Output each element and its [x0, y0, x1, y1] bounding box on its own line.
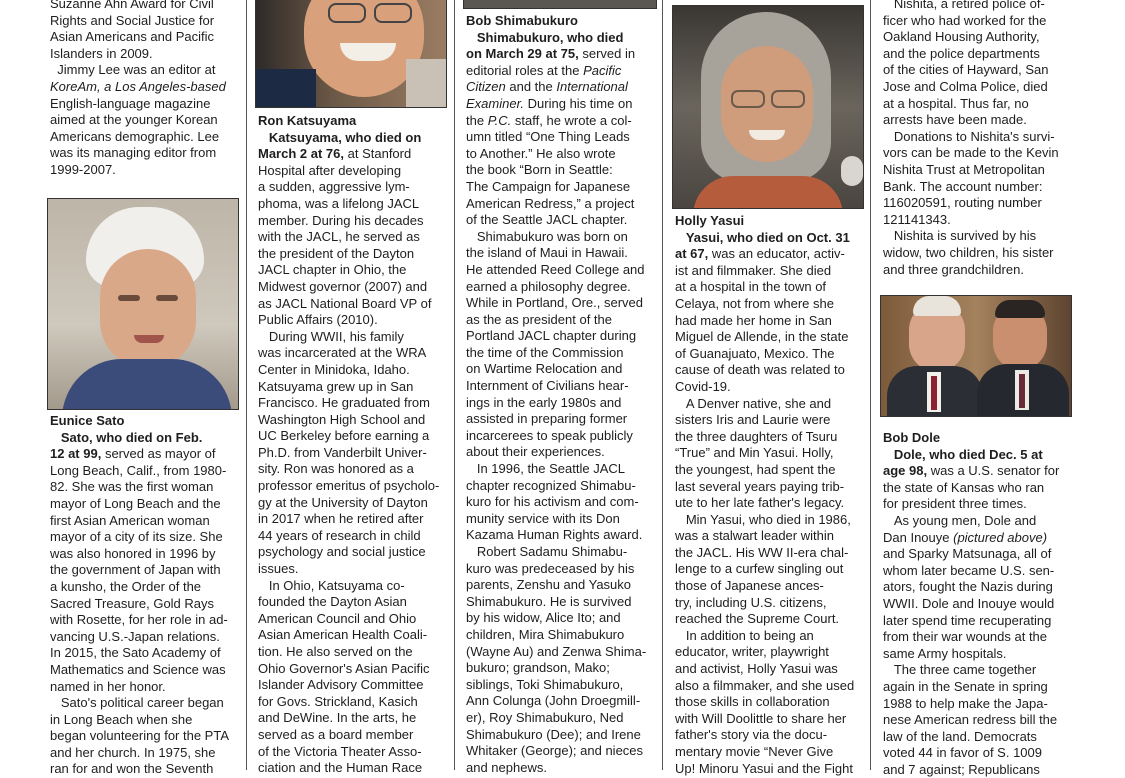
text-line: Center in Minidoka, Idaho.: [258, 361, 410, 377]
text-line: incarcerees to speak publicly: [466, 427, 633, 443]
text-line: Nishita is survived by his: [893, 228, 1037, 244]
column-5: [883, 0, 1075, 278]
caption-bob-shimabukuro: Bob Shimabukuro: [466, 13, 578, 28]
text-line: In Ohio, Katsuyama co-: [268, 577, 405, 593]
text-line: last several years paying trib-: [675, 478, 845, 494]
text-line: a sudden, aggressive lym-: [258, 179, 410, 195]
text-line: KoreAm, a Los Angeles-based: [50, 78, 226, 94]
text-line: mentary movie “Never Give: [675, 744, 834, 759]
text-line: and activist, Holly Yasui was: [675, 661, 838, 677]
text-line: English-language magazine: [50, 95, 211, 111]
text-line: was its managing editor from: [50, 145, 217, 161]
text-line: Ph.D. from Vanderbilt Univer-: [258, 444, 427, 460]
text-line: served in: [582, 46, 636, 62]
text-line: at Stanford: [347, 146, 412, 162]
text-line: and nephews.: [466, 759, 547, 775]
text-line: ute to her late father's legacy.: [675, 495, 845, 511]
text-line: a kunsho, the Order of the: [50, 578, 202, 594]
text-line: Public Affairs (2010).: [258, 312, 378, 328]
photo-bob-shimabukuro: [463, 0, 657, 9]
column-5-lower: Bob Dole Dole, who died Dec. 5 at age 98, was a U.S. senator for the state of Kansas who ran for president three times. As young men, Dole and Dan Inouye (pictured above) and Sparky Matsunaga, all of whom later became U.S. sen- ators, fought the Nazis during WWII. Dole and Inouye would later spend time recuperating from their war wounds at the same Army hospitals. The three came together again in the Senate in spring 1988 to help make the Japa- nese American redress bill the law of the land. Democrats voted 44 in favor of S. 1009 and 7 against; Republicans: [883, 430, 1075, 778]
column-1-lower: Eunice Sato Sato, who died on Feb. 12 at 99, served as mayor of Long Beach, Calif., from 1980- 82. She was the first woman mayor of Long Beach and the first Asian American woman mayor of a city of its size. She was also honored in 1996 by the government of Japan with a kunsho, the Order of the Sacred Treasure, Gold Rays with Rosette, for her role in ad- vancing U.S.-Japan relations. In 2015, the Sato Academy of Mathematics and Science was named in her honor. Sato's political career began in Long Beach when she began volunteering for the PTA and her church. In 1975, she ran for and won the Seventh: [50, 413, 240, 778]
text-line: American Redress,” a project: [466, 195, 635, 211]
text-line: In 2015, the Sato Academy of: [50, 645, 221, 661]
text-line: Up! Minoru Yasui and the Fight: [675, 760, 854, 776]
text-line: Ohio Governor's Asian Pacific: [258, 660, 430, 676]
text-line: try, including U.S. citizens,: [675, 594, 827, 610]
text-line: served as a board member: [258, 726, 414, 742]
text-line: Islander Advisory Committee: [258, 677, 424, 693]
photo-holly-yasui: [672, 5, 864, 209]
column-1: [50, 0, 240, 179]
text-line: sity. Ron was honored as a: [258, 461, 414, 477]
text-line: earned a philosophy degree.: [466, 278, 631, 294]
text-line: 116020591, routing number: [883, 195, 1042, 211]
text-line: member. During his decades: [258, 212, 424, 228]
text-line: Shimabukuro was born on: [476, 228, 628, 244]
text-line: on Wartime Relocation and: [466, 361, 623, 377]
text-line: munity service with its Don: [466, 510, 620, 526]
text-line: The Campaign for Japanese: [466, 178, 631, 194]
text-line: Mathematics and Science was: [50, 661, 226, 677]
caption-holly-yasui: Holly Yasui: [675, 213, 745, 228]
text-line: ings in the early 1980s and: [466, 394, 622, 410]
text-line: Covid-19.: [675, 378, 731, 394]
text-line: about their experiences.: [466, 444, 605, 460]
text-line: the state of Kansas who ran: [883, 479, 1045, 495]
text-line: reached the Supreme Court.: [675, 611, 840, 627]
text-line: ciation and the Human Race: [258, 760, 423, 776]
text-line: the government of Japan with: [50, 562, 221, 578]
text-line: named in her honor.: [50, 678, 166, 694]
text-line: tion. He also served on the: [258, 644, 413, 659]
text-line: whom later became U.S. sen-: [883, 562, 1055, 578]
text-line: Hospital after developing: [258, 162, 402, 178]
text-line: vors can be made to the Kevin: [883, 145, 1059, 161]
text-line: Ann Colunga (John Droegmill-: [466, 693, 641, 709]
text-line: those skills in collaboration: [675, 694, 830, 710]
text-line: Sato's political career began: [60, 695, 224, 711]
column-rule: [870, 0, 871, 770]
text-line: While in Portland, Ore., served: [466, 295, 644, 311]
text-line: Robert Sadamu Shimabu-: [476, 544, 628, 559]
text-line: ators, fought the Nazis during: [883, 579, 1053, 595]
text-line: WWII. Dole and Inouye would: [883, 595, 1055, 611]
text-line: for Govs. Strickland, Kasich: [258, 693, 418, 709]
text-line: had made her home in San: [675, 312, 832, 328]
text-line: American Council and Ohio: [258, 610, 417, 626]
text-line: Citizen and the International: [466, 79, 628, 95]
text-line: Islanders in 2009.: [50, 45, 153, 61]
text-line: Rights and Social Justice for: [50, 12, 215, 28]
text-line: was also honored in 1996 by: [50, 545, 216, 561]
text-line: (Wayne Au) and Zenwa Shima-: [466, 643, 647, 659]
text-line: mayor of a city of its size. She: [50, 529, 223, 545]
text-line: Celaya, not from where she: [675, 295, 834, 311]
text-line: umn titled “One Thing Leads: [466, 129, 630, 145]
text-line: was a U.S. senator for: [930, 463, 1060, 479]
text-line: parents, Zenshu and Yasuko: [466, 577, 632, 593]
text-line: to Another.” He also wrote: [466, 145, 616, 161]
text-line: same Army hospitals.: [883, 645, 1007, 661]
text-line: Francisco. He graduated from: [258, 395, 430, 411]
text-line: with Rosette, for her role in ad-: [50, 612, 228, 628]
column-3: Bob Shimabukuro Shimabukuro, who died on March 29 at 75, served in editorial roles at the Pacific Citizen and the International Examiner. During his time on the P.C. staff, he wrote a col- umn titled “One Thing Leads to Another.” He also wrote the book “Born in Seattle: The Campaign for Japanese American Redress,” a project of the Seattle JACL chapter. Shimabukuro was born on the island of Maui in Hawaii. He attended Reed College and earned a philosophy degree. While in Portland, Ore., served as the as president of the Portland JACL chapter during the time of the Commission on Wartime Relocation and Internment of Civilians hear- ings in the early 1980s and assisted in preparing former incarcerees to speak publicly about their experiences. In 1996, the Seattle JACL chapter recognized Shimabu- kuro for his activism and com- munity service with its Don Kazama Human Rights award. Robert Sadamu Shimabu- kuro was predeceased by his parents, Zenshu and Yasuko Shimabukuro. He is survived by his widow, Alice Ito; and children, Mira Shimabukuro (Wayne Au) and Zenwa Shima- bukuro; grandson, Mako; siblings, Toki Shimabukuro, Ann Colunga (John Droegmill- er), Roy Shimabukuro, Ned Shimabukuro (Dee); and Irene Whitaker (George); and nieces and nephews.: [466, 13, 658, 776]
text-line: the president of the Dayton: [258, 245, 415, 261]
text-line: Sacred Treasure, Gold Rays: [50, 595, 215, 611]
text-line: father's story via the docu-: [675, 727, 828, 743]
text-line: of the Seattle JACL chapter.: [466, 212, 628, 228]
text-line: Sato, who died on Feb.: [60, 429, 203, 445]
column-2: Ron Katsuyama Katsuyama, who died on March 2 at 76, at Stanford Hospital after developing a sudden, aggressive lym- phoma, was a lifelong JACL member. During his decades with the JACL, he served as the president of the Dayton JACL chapter in Ohio, the Midwest governor (2007) and as JACL National Board VP of Public Affairs (2010). During WWII, his family was incarcerated at the WRA Center in Minidoka, Idaho. Katsuyama grew up in San Francisco. He graduated from Washington High School and UC Berkeley before earning a Ph.D. from Vanderbilt Univer- sity. Ron was honored as a professor emeritus of psycholo- gy at the University of Dayton in 2017 when he retired after 44 years of research in child psychology and social justice issues. In Ohio, Katsuyama co- founded the Dayton Asian American Council and Ohio Asian American Health Coali- tion. He also served on the Ohio Governor's Asian Pacific Islander Advisory Committee for Govs. Strickland, Kasich and DeWine. In the arts, he served as a board member of the Victoria Theater Asso- ciation and the Human Race: [258, 113, 450, 777]
text-line: Kazama Human Rights award.: [466, 527, 643, 543]
text-line: sisters Iris and Laurie were: [675, 412, 831, 428]
text-line: Nishita, a retired police of-: [893, 0, 1045, 11]
text-line: During WWII, his family: [268, 328, 404, 344]
text-line: JACL chapter in Ohio, the: [258, 262, 407, 278]
text-line: Shimabukuro, who died: [476, 29, 624, 45]
text-line: the time of the Commission: [466, 344, 624, 360]
text-line: served as mayor of: [104, 446, 216, 462]
column-rule: [246, 0, 247, 770]
text-line: Dan Inouye (pictured above): [883, 529, 1048, 545]
text-line: issues.: [258, 561, 299, 577]
text-line: children, Mira Shimabukuro: [466, 626, 625, 642]
text-line: Katsuyama grew up in San: [258, 378, 414, 394]
text-line: UC Berkeley before earning a: [258, 428, 430, 444]
text-line: first Asian American woman: [50, 512, 210, 528]
text-line: 44 years of research in child: [258, 527, 421, 543]
text-line: founded the Dayton Asian: [258, 594, 407, 610]
text-line: Whitaker (George); and nieces: [466, 743, 644, 759]
text-line: psychology and social justice: [258, 544, 426, 560]
text-line: and Sparky Matsunaga, all of: [883, 546, 1052, 562]
text-line: lenge to a curfew singling out: [675, 561, 844, 577]
text-line: the youngest, had spent the: [675, 461, 836, 477]
text-line: arrests have been made.: [883, 112, 1027, 128]
text-line: Midwest governor (2007) and: [258, 278, 428, 294]
text-line: ran for and won the Seventh: [50, 761, 214, 777]
text-line: A Denver native, she and: [685, 395, 832, 411]
text-line: the JACL. His WW II-era chal-: [675, 544, 849, 560]
text-line: “True” and Min Yasui. Holly,: [675, 445, 834, 461]
text-line: Suzanne Ahn Award for Civil: [50, 0, 214, 11]
text-line: began volunteering for the PTA: [50, 728, 229, 744]
text-line: 82. She was the first woman: [50, 479, 214, 495]
text-line: and three grandchildren.: [883, 261, 1024, 277]
text-line: Min Yasui, who died in 1986,: [685, 511, 851, 527]
text-line: The three came together: [893, 662, 1037, 678]
text-line: at a hospital in the town of: [675, 279, 827, 295]
text-line: and her church. In 1975, she: [50, 744, 216, 760]
text-line: Internment of Civilians hear-: [466, 378, 629, 394]
text-line: In addition to being an: [685, 627, 814, 643]
text-line: in 2017 when he retired after: [258, 511, 424, 527]
text-line: aimed at the younger Korean: [50, 112, 218, 128]
text-line: with Will Doolittle to share her: [675, 710, 847, 726]
text-line: by his widow, Alice Ito; and: [466, 610, 621, 626]
text-line: and 7 against; Republicans: [883, 761, 1040, 777]
text-line: er), Roy Shimabukuro, Ned: [466, 709, 624, 725]
text-line: Yasui, who died on Oct. 31: [685, 229, 850, 245]
text-line: Nishita Trust at Metropolitan: [883, 161, 1045, 177]
text-line: Portland JACL chapter during: [466, 328, 637, 344]
text-line: Oakland Housing Authority,: [883, 29, 1040, 45]
column-rule: [662, 0, 663, 770]
text-line: was an educator, activ-: [711, 246, 845, 262]
text-line: siblings, Toki Shimabukuro,: [466, 676, 624, 692]
text-line: was incarcerated at the WRA: [258, 345, 427, 361]
text-line: the P.C. staff, he wrote a col-: [466, 112, 632, 128]
text-line: mayor of Long Beach and the: [50, 495, 221, 511]
text-line: Americans demographic. Lee: [50, 128, 220, 144]
text-line: law of the land. Democrats: [883, 728, 1037, 744]
text-line: from their war wounds at the: [883, 629, 1048, 645]
caption-ron-katsuyama: Ron Katsuyama: [258, 113, 357, 128]
text-line: of Guanajuato, Mexico. The: [675, 345, 835, 361]
column-rule: [454, 0, 455, 770]
text-line: at a hospital. Thus far, no: [883, 95, 1029, 111]
text-line: ist and filmmaker. She died: [675, 262, 832, 278]
text-line: 1999-2007.: [50, 161, 116, 177]
text-line: professor emeritus of psycholo-: [258, 478, 440, 494]
text-line: Washington High School and: [258, 411, 426, 427]
text-line: Jose and Colma Police, died: [883, 78, 1048, 94]
text-line: bukuro; grandson, Mako;: [466, 660, 610, 676]
text-line: vancing U.S.-Japan relations.: [50, 628, 220, 644]
text-line: 121141343.: [883, 211, 951, 227]
photo-ron-katsuyama: [255, 0, 447, 108]
text-line: Miguel de Allende, in the state: [675, 329, 849, 345]
text-line: 1988 to help make the Japa-: [883, 695, 1048, 711]
text-line: Shimabukuro (Dee); and Irene: [466, 726, 641, 742]
text-line: for president three times.: [883, 496, 1027, 512]
text-line: Donations to Nishita's survi-: [893, 128, 1055, 144]
text-line: Asian Americans and Pacific: [50, 29, 215, 45]
text-line: the three daughters of Tsuru: [675, 428, 838, 444]
text-line: kuro was predeceased by his: [466, 560, 635, 576]
text-line: educator, writer, playwright: [675, 644, 829, 660]
text-line: voted 44 in favor of S. 1009: [883, 745, 1042, 761]
text-line: those of Japanese ances-: [675, 578, 824, 594]
text-line: In 1996, the Seattle JACL: [476, 461, 625, 477]
text-line: nese American redress bill the: [883, 712, 1058, 728]
text-line: Bank. The account number:: [883, 178, 1043, 194]
text-line: Shimabukuro. He is survived: [466, 593, 632, 609]
text-line: Katsuyama, who died on: [268, 129, 422, 145]
text-line: as JACL National Board VP of: [258, 295, 432, 311]
text-line: widow, two children, his sister: [883, 244, 1054, 260]
text-line: again in the Senate in spring: [883, 678, 1048, 694]
text-line: as the as president of the: [466, 311, 612, 327]
text-line: and DeWine. In the arts, he: [258, 710, 417, 726]
text-line: gy at the University of Dayton: [258, 494, 428, 510]
text-line: of the Victoria Theater Asso-: [258, 743, 422, 759]
text-line: As young men, Dole and: [893, 512, 1037, 528]
text-line: phoma, was a lifelong JACL: [258, 195, 420, 211]
text-line: Dole, who died Dec. 5 at: [893, 446, 1043, 462]
text-line: with the JACL, he served as: [258, 229, 420, 245]
text-line: assisted in preparing former: [466, 411, 628, 427]
text-line: kuro for his activism and com-: [466, 494, 639, 510]
caption-bob-dole: Bob Dole: [883, 430, 941, 445]
text-line: ficer who had worked for the: [883, 12, 1047, 28]
text-line: of the cities of Hayward, San: [883, 62, 1049, 78]
text-line: Long Beach, Calif., from 1980-: [50, 462, 227, 478]
text-line: also a filmmaker, and she used: [675, 677, 855, 693]
text-line: Examiner. During his time on: [466, 95, 633, 111]
text-line: Asian American Health Coali-: [258, 627, 428, 643]
caption-eunice-sato: Eunice Sato: [50, 413, 125, 428]
text-line: cause of death was related to: [675, 362, 845, 378]
text-line: Jimmy Lee was an editor at: [57, 62, 216, 78]
column-4: Holly Yasui Yasui, who died on Oct. 31 at 67, was an educator, activ- ist and filmmaker. She died at a hospital in the town of Celaya, not from where she had made her home in San Miguel de Allende, in the state of Guanajuato, Mexico. The cause of death was related to Covid-19. A Denver native, she and sisters Iris and Laurie were the three daughters of Tsuru “True” and Min Yasui. Holly, the youngest, had spent the last several years paying trib- ute to her late father's legacy. Min Yasui, who died in 1986, was a stalwart leader within the JACL. His WW II-era chal- lenge to a curfew singling out those of Japanese ances- try, including U.S. citizens, reached the Supreme Court. In addition to being an educator, writer, playwright and activist, Holly Yasui was also a filmmaker, and she used those skills in collaboration with Will Doolittle to share her father's story via the docu- mentary movie “Never Give Up! Minoru Yasui and the Fight: [675, 213, 867, 777]
text-line: the island of Maui in Hawaii.: [466, 245, 628, 261]
text-line: in Long Beach when she: [50, 711, 193, 727]
text-line: and the police departments: [883, 45, 1040, 61]
text-line: later spend time recuperating: [883, 612, 1052, 628]
text-line: the book “Born in Seattle:: [466, 162, 613, 178]
text-line: chapter recognized Shimabu-: [466, 477, 636, 493]
photo-eunice-sato: [47, 198, 239, 410]
text-line: editorial roles at the Pacific: [466, 62, 622, 78]
text-line: He attended Reed College and: [466, 261, 645, 277]
text-line: was a stalwart leader within: [675, 528, 834, 544]
photo-bob-dole: [880, 295, 1072, 417]
